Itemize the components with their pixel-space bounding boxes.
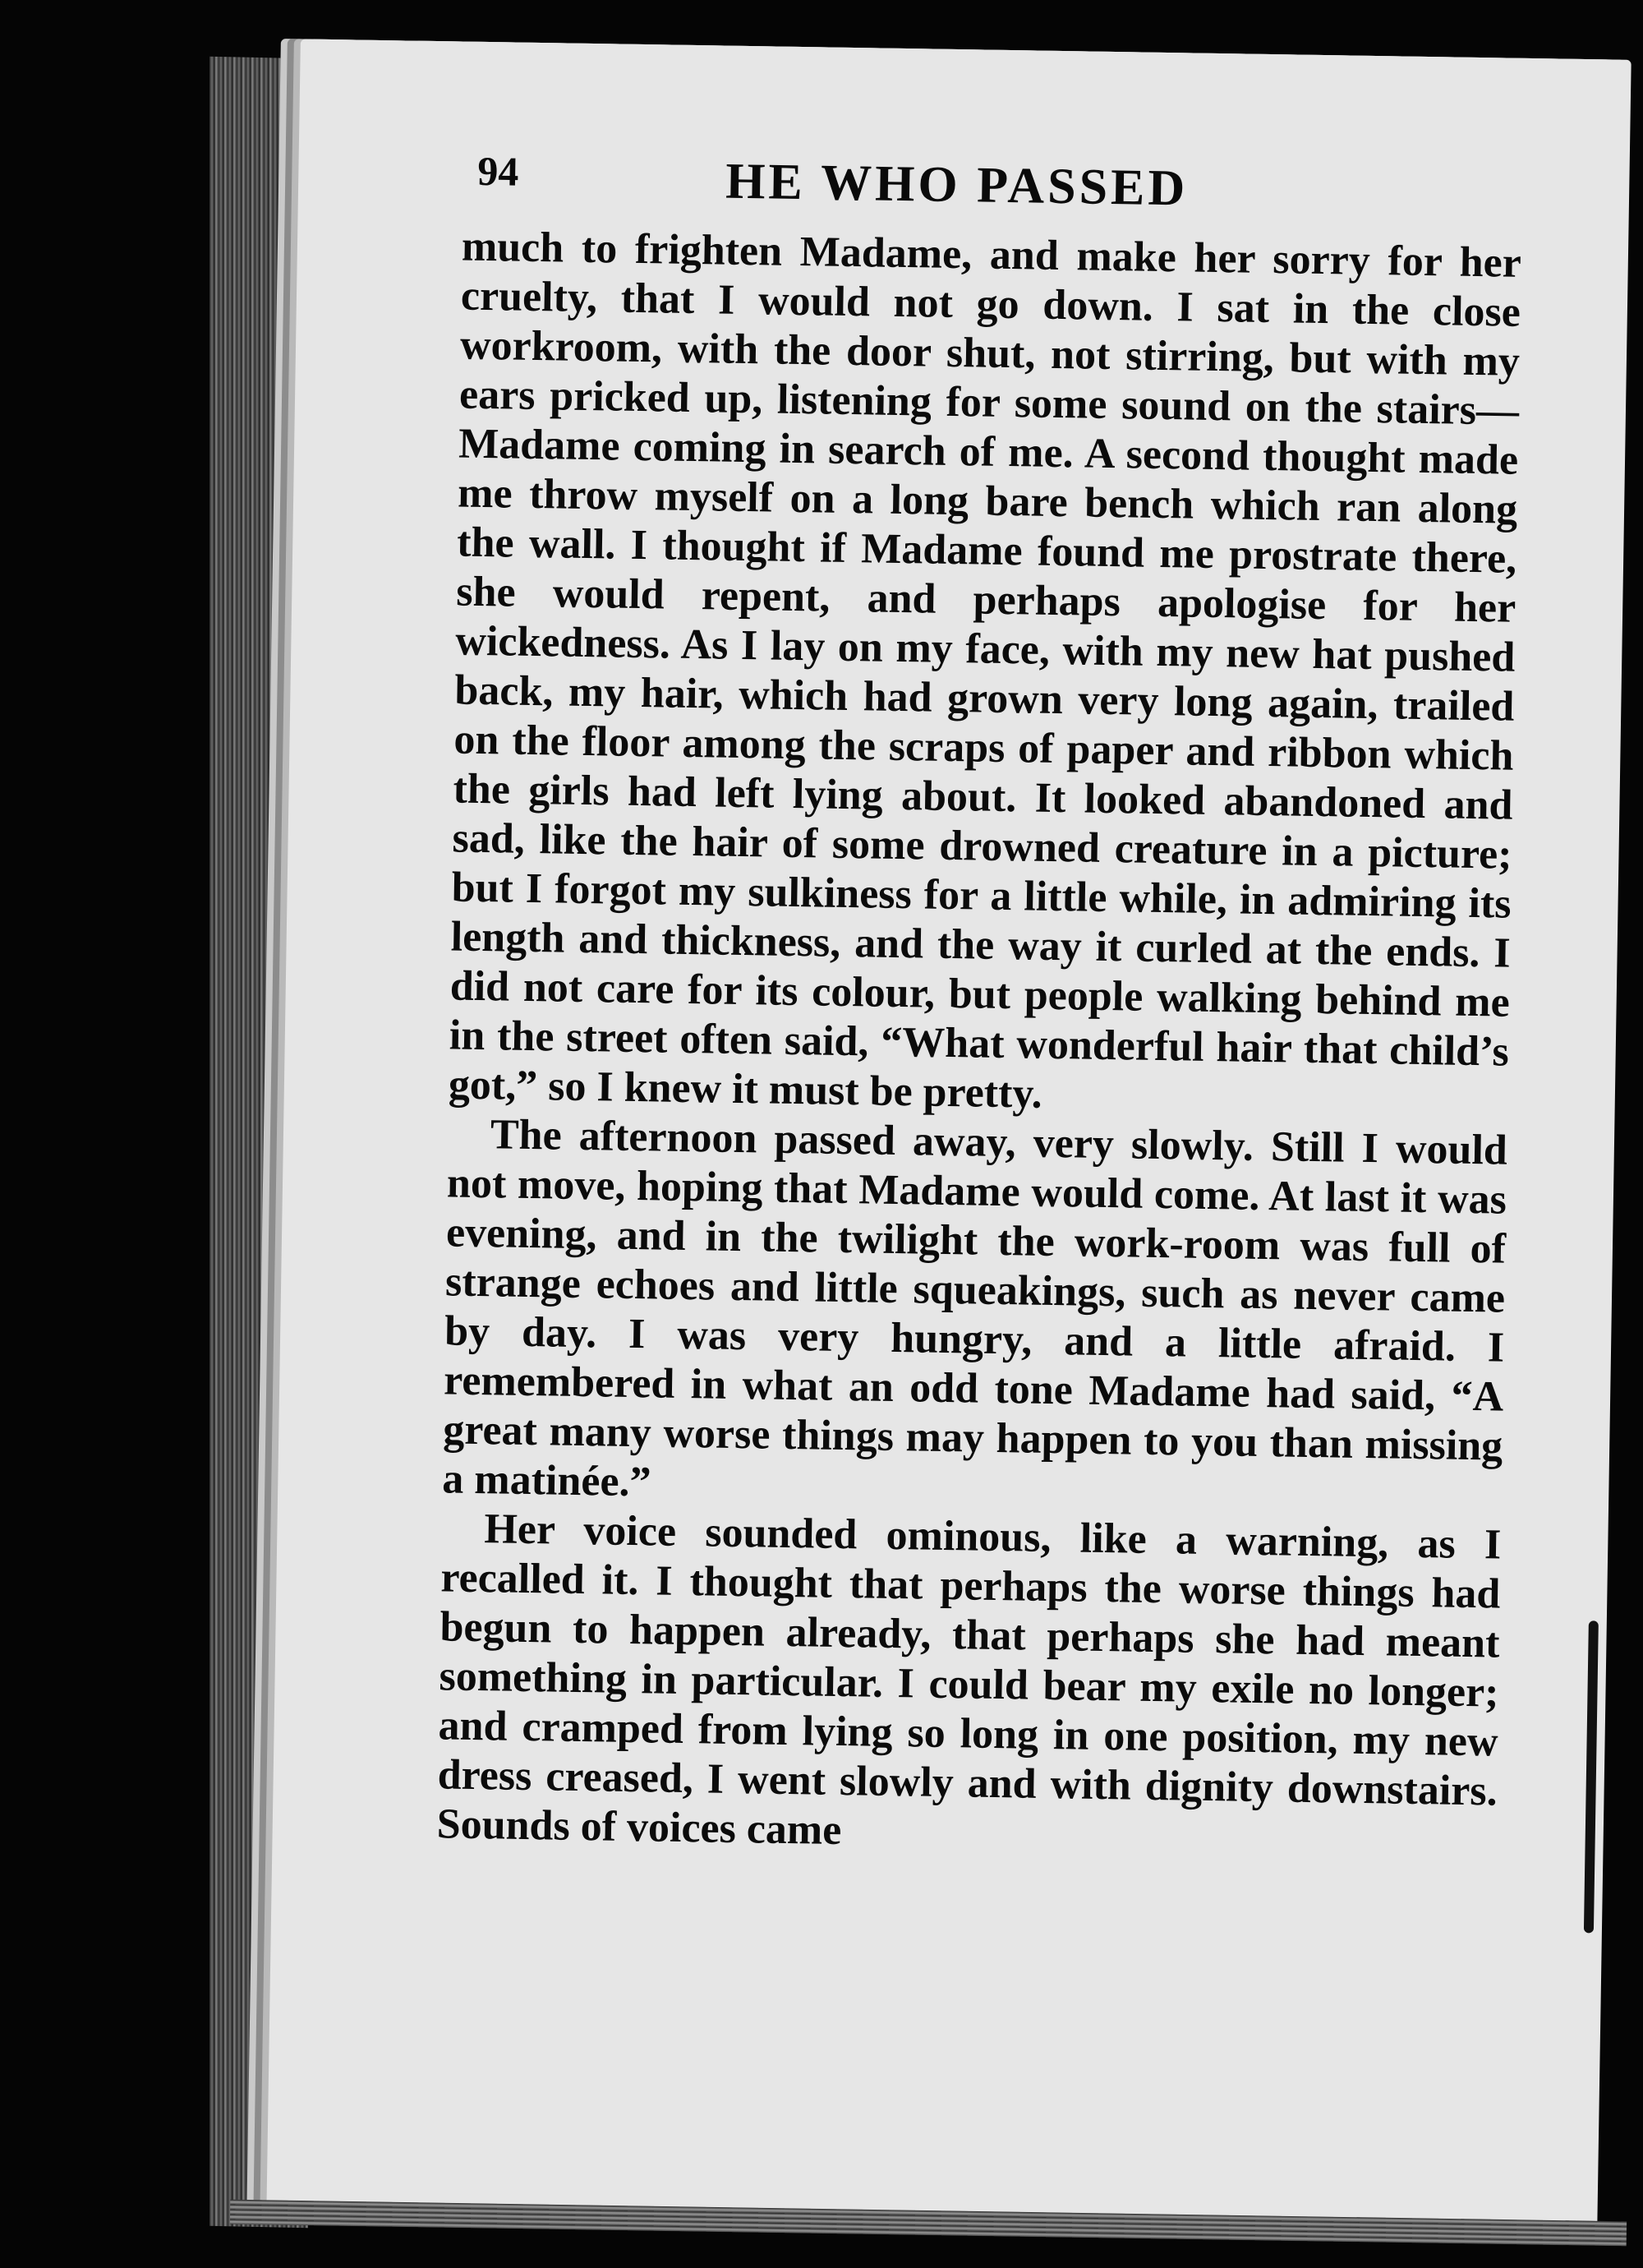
body-text [436,223,1521,1866]
paragraph-2: The afternoon passed away, very slowly. Still I would not move, hoping that Madame would come. At last it was evening, and in the twilight the work-room was full of strange echoes and little squeakings, such as never came by day. I was very hungry, and a little afraid. I remembered in what an odd tone Madame had said, “A great many worse things may happen to you than missing a matinée.” [441,1111,1508,1506]
paragraph-3: Her voice sounded ominous, like a warning, as I recalled it. I thought that perhaps the worse things had begun to happen already, that perhaps she had meant something in particular. I could bear my exile no longer; and cramped from lying so long in one position, my new dress creased, I went slowly and with dignity downstairs. Sounds of voices came [436,1505,1502,1855]
page-number: 94 [476,147,519,195]
page-header [462,132,1523,239]
page-content [436,132,1523,1866]
page-edge-mark [1584,1620,1599,1933]
paragraph-1: much to frighten Madame, and make her sorry for her cruelty, that I would not go down. I sat in the close workroom, with the door shut, not stirring, but with my ears pricked up, listening for some sound on the stairs—Madame coming in search of me. A second thought made me throw myself on a long bare bench which ran along the wall. I thought if Madame found me prostrate there, she would repent, and perhaps apologise for her wickedness. As I lay on my face, with my new hat pushed back, my hair, which had grown very long again, trailed on the floor among the scraps of paper and ribbon which the girls had left lying about. It looked abandoned and sad, like the hair of some drowned creature in a picture; but I forgot my sulkiness for a little while, in admiring its length and thickness, and the way it curled at the ends. I did not care for its colour, but people walking behind me in the street often said, “What wonderful hair that child’s got,” so I knew it must be pretty. [448,223,1522,1118]
running-head: HE WHO PASSED [725,153,1189,217]
book-page [266,39,1631,2237]
